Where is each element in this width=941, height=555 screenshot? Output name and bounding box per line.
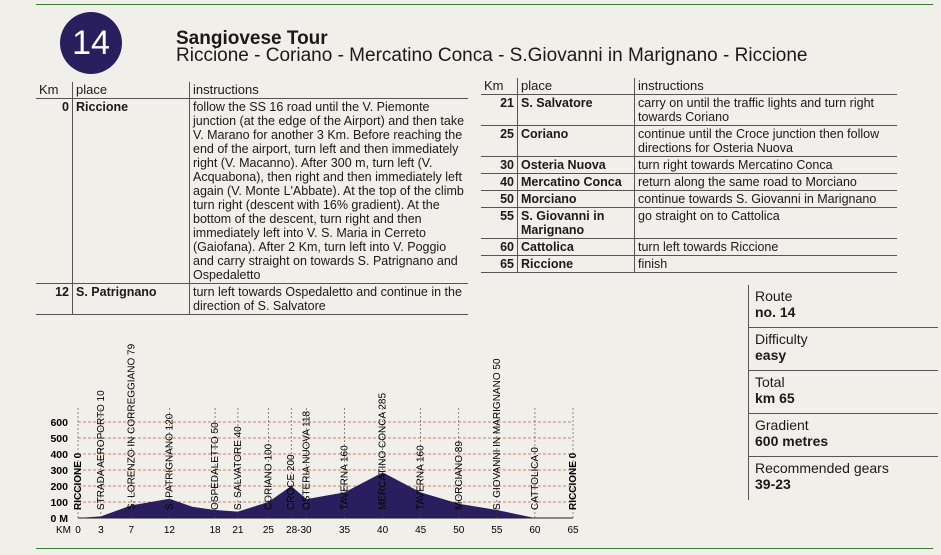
info-cell [748,414,938,457]
x-tick-label: 18 [209,525,221,536]
x-tick-label: 7 [128,525,135,536]
row-km: 50 [481,191,518,208]
row-place: S. Giovanni in Marignano [518,208,635,239]
row-instructions: continue until the Croce junction then follow directions for Osteria Nuova [635,126,898,157]
info-value: easy [755,347,787,363]
row-instructions: turn left towards Ospedaletto and continue in the direction of S. Salvatore [190,284,469,315]
table-row [36,99,468,284]
marker-label: S. SALVATORE 40 [232,426,244,510]
row-instructions: finish [635,256,898,273]
info-label: Route [755,288,793,304]
row-place: S. Patrignano [73,284,190,315]
row-place: Morciano [518,191,635,208]
info-value: 39-23 [755,476,791,492]
x-tick-label: 65 [567,525,579,536]
header-instructions: instructions [635,78,898,95]
route-number: 14 [72,23,110,62]
page-title: Sangiovese Tour [176,28,328,49]
row-instructions: carry on until the traffic lights and turn right towards Coriano [635,95,898,126]
marker-label: RICCIONE 0 [73,452,84,510]
marker-label: MERCATINO CONCA 285 [377,392,389,510]
row-instructions: turn left towards Riccione [635,239,898,256]
row-instructions: continue towards S. Giovanni in Marignano [635,191,898,208]
info-label: Recommended gears [755,460,889,476]
marker-label: OSPEDALETTO 50 [210,422,222,510]
header-km: Km [481,78,518,95]
info-cell [748,328,938,371]
row-km: 12 [36,284,73,315]
marker-label: RICCIONE 0 [568,452,579,510]
table-row [481,126,897,157]
x-tick-label: 21 [232,525,244,536]
info-value: no. 14 [755,304,796,320]
table-row [481,157,897,174]
info-value: km 65 [755,390,795,406]
row-instructions: follow the SS 16 road until the V. Piemonte junction (at the edge of the Airport) and then take V. Marano for another 3 Km. Before reaching the end of the airport, turn left and then immediately right (V. Macanno). After 300 m, turn left (V. Acquabona), then right and then immediately left again (V. Monte L'Abbate). At the top of the climb turn right (descent with 16% gradient). At the bottom of the descent, turn right and then immediately left into V. S. Maria in Cerreto (Gaiofana). After 2 Km, turn left into V. Poggio and carry straight on towards S. Patrignano and Ospedaletto [190,99,469,284]
row-km: 60 [481,239,518,256]
row-place: Cattolica [518,239,635,256]
row-km: 55 [481,208,518,239]
marker-label: S. PATRIGNANO 120 [164,413,176,510]
marker-label: OSTERIA NUOVA 118 [301,410,313,510]
row-place: Riccione [73,99,190,284]
x-tick-label: 40 [377,525,389,536]
marker-label: CATTOLICA 0 [529,447,541,510]
table-row [481,256,897,273]
bottom-rule [36,548,933,549]
x-tick-label: 0 [75,525,81,536]
table-row [481,191,897,208]
marker-label: STRADA AEROPORTO 10 [95,390,107,510]
elevation-profile-chart [30,300,750,545]
info-label: Difficulty [755,331,808,347]
x-tick-label: 25 [262,525,274,536]
x-tick-label: 60 [529,525,541,536]
row-km: 40 [481,174,518,191]
y-tick-label: 200 [50,481,68,493]
x-axis-label: KM [56,525,71,536]
marker-label: S. GIOVANNI IN MARIGNANO 50 [491,358,503,510]
marker-label: CORIANO 100 [263,443,275,510]
y-tick-label: 0 M [50,513,68,525]
row-km: 25 [481,126,518,157]
y-tick-label: 500 [50,433,68,445]
table-row [481,208,897,239]
row-km: 0 [36,99,73,284]
row-instructions: return along the same road to Morciano [635,174,898,191]
directions-table-left [36,82,468,315]
row-km: 21 [481,95,518,126]
header-place: place [73,82,190,99]
info-cell [748,371,938,414]
info-value: 600 metres [755,433,829,449]
marker-label: CROCE 200 [286,454,298,510]
table-row [481,174,897,191]
y-tick-label: 400 [50,449,68,461]
table-row [481,95,897,126]
x-tick-label: 12 [163,525,175,536]
row-place: Osteria Nuova [518,157,635,174]
marker-label: TAVERNA 160 [415,445,427,510]
row-place: Coriano [518,126,635,157]
x-tick-label: 55 [491,525,503,536]
row-instructions: go straight on to Cattolica [635,208,898,239]
info-cell [748,285,938,328]
row-place: Mercatino Conca [518,174,635,191]
y-tick-label: 100 [50,497,68,509]
marker-label: S. LORENZO IN CORREGGIANO 79 [126,343,138,510]
y-tick-label: 600 [50,417,68,429]
x-tick-label: 35 [338,525,351,536]
info-label: Total [755,374,785,390]
x-tick-label: 50 [453,525,465,536]
row-instructions: turn right towards Mercatino Conca [635,157,898,174]
x-tick-label: 3 [98,525,104,536]
directions-table-right [481,78,897,273]
table-row [481,239,897,256]
route-info-panel [748,285,938,500]
marker-label: TAVERNA 160 [339,445,351,510]
x-tick-label: 45 [415,525,427,536]
top-rule [36,4,933,5]
x-tick-label: 28-30 [286,525,312,536]
row-place: Riccione [518,256,635,273]
route-number-badge [60,12,122,74]
y-tick-label: 300 [50,465,68,477]
marker-label: MORCIANO 89 [453,441,465,510]
row-km: 65 [481,256,518,273]
info-label: Gradient [755,417,809,433]
page-subtitle: Riccione - Coriano - Mercatino Conca - S.Giovanni in Marignano - Riccione [176,45,808,66]
header-place: place [518,78,635,95]
header-km: Km [36,82,73,99]
row-place: S. Salvatore [518,95,635,126]
row-km: 30 [481,157,518,174]
header-instructions: instructions [190,82,469,99]
info-cell [748,457,938,500]
